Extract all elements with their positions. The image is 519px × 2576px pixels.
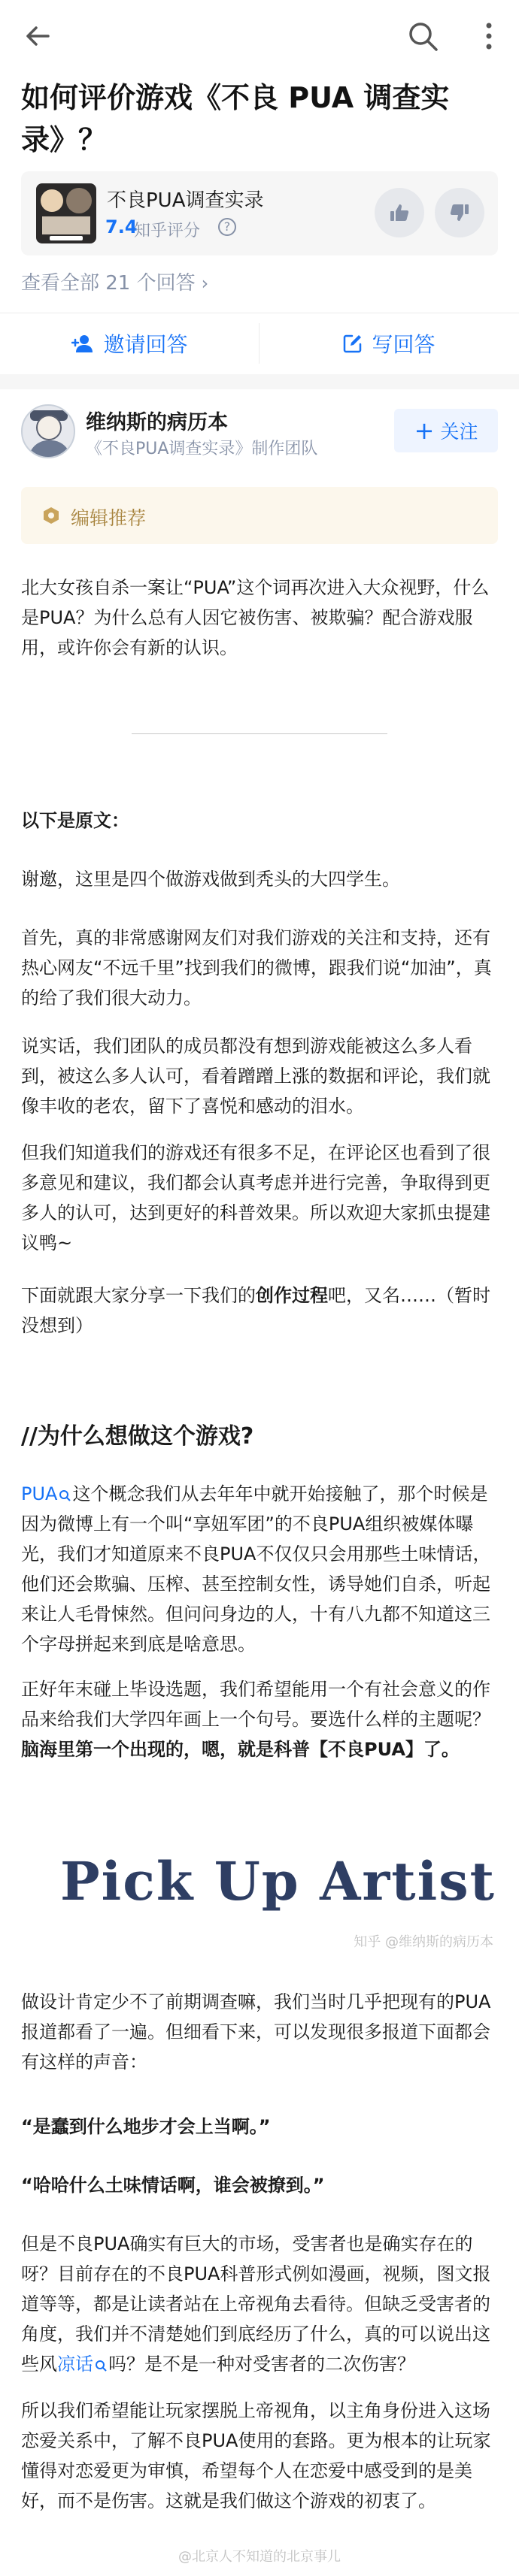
back-arrow-icon[interactable] xyxy=(23,21,53,51)
paragraph: 说实话，我们团队的成员都没有想到游戏能被这么多人看到，被这么多人认可，看着蹭蹭上涨的数据和评论，我们就像丰收的老农，留下了喜悦和感动的泪水。 xyxy=(21,1036,490,1117)
paragraph: 下面就跟大家分享一下我们的创作过程吧，又名……（暂时没想到） xyxy=(21,1285,490,1336)
editor-pick-label: 编辑推荐 xyxy=(71,507,147,529)
thumbs-up-icon xyxy=(389,202,410,223)
search-inline-icon[interactable] xyxy=(59,1489,71,1501)
view-all-answers-link[interactable] xyxy=(21,268,208,295)
paragraph: 北大女孩自杀一案让“PUA”这个词再次进入大众视野，什么是PUA？为什么总有人因它被伤害、被欺骗？配合游戏服用，或许你会有新的认识。 xyxy=(21,577,490,658)
question-title[interactable]: 如何评价游戏《不良 PUA 调查实录》？ xyxy=(21,81,450,156)
follow-button[interactable] xyxy=(394,409,498,452)
search-icon[interactable] xyxy=(406,20,439,53)
score-label: 知乎评分 xyxy=(134,222,201,240)
thumbs-down-icon xyxy=(449,202,470,223)
help-icon[interactable]: ? xyxy=(218,218,236,236)
paragraph: 谢邀，这里是四个做游戏做到秃头的大四学生。 xyxy=(21,869,400,890)
write-answer-label: 写回答 xyxy=(372,332,436,357)
top-bar xyxy=(0,0,519,72)
avatar[interactable] xyxy=(21,404,75,458)
chevron-right-icon: › xyxy=(201,273,209,294)
inline-link[interactable]: 凉话 xyxy=(57,2354,93,2375)
hexagon-badge-icon xyxy=(42,506,60,525)
section-heading: //为什么想做这个游戏? xyxy=(21,1423,254,1450)
search-inline-icon[interactable] xyxy=(95,2360,107,2372)
author-name[interactable]: 维纳斯的病历本 xyxy=(86,411,228,434)
game-score: 7.4 xyxy=(105,216,138,237)
follow-label: 关注 xyxy=(440,421,478,443)
banner-watermark: 知乎 @维纳斯的病历本 xyxy=(354,1934,493,1950)
author-description: 《不良PUA调查实录》制作团队 xyxy=(86,440,318,458)
author-row xyxy=(0,398,519,466)
game-name: 不良PUA调查实录 xyxy=(107,189,264,212)
invite-answer-label: 邀请回答 xyxy=(103,332,188,357)
dislike-button[interactable] xyxy=(435,188,484,237)
editor-pick-badge xyxy=(21,487,498,544)
edit-icon xyxy=(343,334,363,353)
paragraph: 但是不良PUA确实有巨大的市场，受害者也是确实存在的呀？目前存在的不良PUA科普形式例如漫画，视频，图文报道等等，都是让读者站在上帝视角去看待。但缺乏受害者的角度，我们并不清楚她们到底经历了什么，真的可以说出这些风凉话 吗？是不是一种对受害者的二次伤害？ xyxy=(21,2233,491,2375)
answer-action-bar xyxy=(0,313,519,374)
paragraph: 正好年末碰上毕设选题，我们希望能用一个有社会意义的作品来给我们大学四年画上一个句号。要选什么样的主题呢？脑海里第一个出现的，嗯，就是科普【不良PUA】了。 xyxy=(21,1679,490,1760)
quote: “是蠢到什么地步才会上当啊。” xyxy=(21,2116,271,2137)
paragraph: 但我们知道我们的游戏还有很多不足，在评论区也看到了很多意见和建议，我们都会认真考虑并进行完善，争取得到更多人的认可，达到更好的科普效果。所以欢迎大家抓虫提建议鸭~ xyxy=(21,1142,490,1253)
more-vertical-icon[interactable] xyxy=(474,20,504,53)
write-answer-button[interactable] xyxy=(260,313,519,374)
like-button[interactable] xyxy=(375,188,424,237)
banner-title: Pick Up Artist xyxy=(60,1850,496,1912)
invite-answer-button[interactable] xyxy=(0,313,260,374)
separator xyxy=(132,733,387,734)
view-all-answers-label: 查看全部 21 个回答 xyxy=(21,272,196,295)
section-gap xyxy=(0,374,519,389)
paragraph: 做设计肯定少不了前期调查嘛，我们当时几乎把现有的PUA报道都看了一遍。但细看下来，可以发现很多报道下面都会有这样的声音： xyxy=(21,1991,491,2073)
invite-user-icon xyxy=(71,334,94,353)
pua-link[interactable]: PUA xyxy=(21,1483,58,1504)
paragraph: 首先，真的非常感谢网友们对我们游戏的关注和支持，还有热心网友“不远千里”找到我们的微博，跟我们说“加油”，真的给了我们很大动力。 xyxy=(21,927,492,1008)
paragraph: PUA 这个概念我们从去年年中就开始接触了，那个时候是因为微博上有一个叫“享妞军团”的不良PUA组织被媒体曝光，我们才知道原来不良PUA不仅仅只会用那些土味情话，他们还会欺骗、压榨、甚至控制女性，诱导她们自杀，听起来让人毛骨悚然。但问问身边的人，十有八九都不知道这三个字母拼起来到底是啥意思。 xyxy=(21,1483,491,1655)
paragraph: 所以我们希望能让玩家摆脱上帝视角，以主角身份进入这场恋爱关系中，了解不良PUA使用的套路。更为根本的让玩家懂得对恋爱更为审慎，希望每个人在恋爱中感受到的是美好，而不是伤害。这就是我们做这个游戏的初衷了。 xyxy=(21,2400,491,2511)
pick-up-artist-banner xyxy=(21,1826,498,1961)
footer-watermark: @北京人不知道的北京事儿 xyxy=(178,2549,341,2565)
plus-icon: + xyxy=(414,416,435,445)
quote: “哈哈什么土味情话啊，谁会被撩到。” xyxy=(21,2175,325,2196)
paragraph: 以下是原文： xyxy=(21,810,129,831)
game-cover-image xyxy=(36,183,96,243)
game-card[interactable] xyxy=(21,171,498,255)
